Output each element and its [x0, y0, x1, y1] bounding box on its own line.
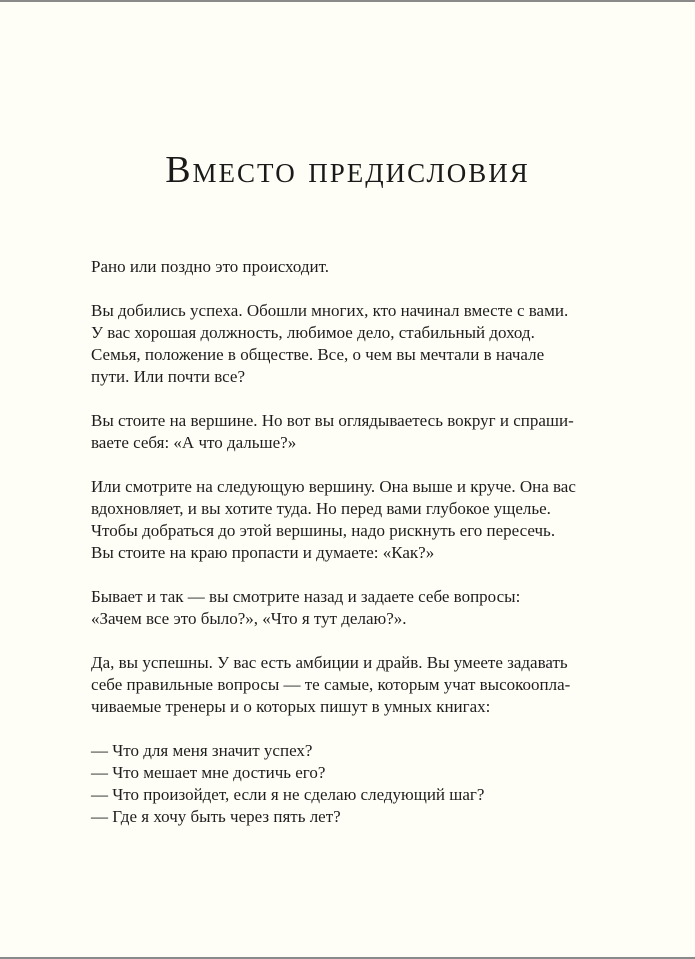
text-line: пути. Или почти все? — [91, 367, 245, 386]
text-line: Бывает и так — вы смотрите назад и задаете себе вопросы: — [91, 587, 521, 606]
text-line: Да, вы успешны. У вас есть амбиции и драйв. Вы умеете задавать — [91, 653, 568, 672]
text-line: Вы добились успеха. Обошли многих, кто начинал вместе с вами. — [91, 301, 569, 320]
text-line: Семья, положение в обществе. Все, о чем вы мечтали в начале — [91, 345, 545, 364]
text-line: чиваемые тренеры и о которых пишут в умных книгах: — [91, 697, 491, 716]
question-list — [91, 740, 621, 828]
text-line: Или смотрите на следующую вершину. Она выше и круче. Она вас — [91, 477, 576, 496]
text-line: себе правильные вопросы — те самые, которым учат высокоопла- — [91, 675, 571, 694]
paragraph — [91, 476, 621, 564]
paragraph — [91, 586, 621, 630]
list-item: — Что мешает мне достичь его? — [91, 763, 326, 782]
paragraphs — [91, 256, 621, 718]
list-item: — Где я хочу быть через пять лет? — [91, 807, 341, 826]
text-line: ваете себя: «А что дальше?» — [91, 433, 297, 452]
text-line: Вы стоите на краю пропасти и думаете: «Как?» — [91, 543, 435, 562]
paragraph — [91, 300, 621, 388]
paragraph — [91, 256, 621, 278]
list-item: — Что для меня значит успех? — [91, 741, 313, 760]
paragraph — [91, 410, 621, 454]
chapter-title: Вместо предисловия — [165, 149, 530, 191]
text-line: вдохновляет, и вы хотите туда. Но перед вами глубокое ущелье. — [91, 499, 551, 518]
chapter-body — [91, 256, 621, 828]
text-line: Чтобы добраться до этой вершины, надо рискнуть его пересечь. — [91, 521, 556, 540]
text-line: «Зачем все это было?», «Что я тут делаю?». — [91, 609, 407, 628]
paragraph — [91, 652, 621, 718]
text-line: У вас хорошая должность, любимое дело, стабильный доход. — [91, 323, 535, 342]
list-item: — Что произойдет, если я не сделаю следующий шаг? — [91, 785, 485, 804]
text-line: Вы стоите на вершине. Но вот вы оглядываетесь вокруг и спраши- — [91, 411, 574, 430]
text-line: Рано или поздно это происходит. — [91, 257, 330, 276]
page-top-border — [0, 0, 695, 2]
